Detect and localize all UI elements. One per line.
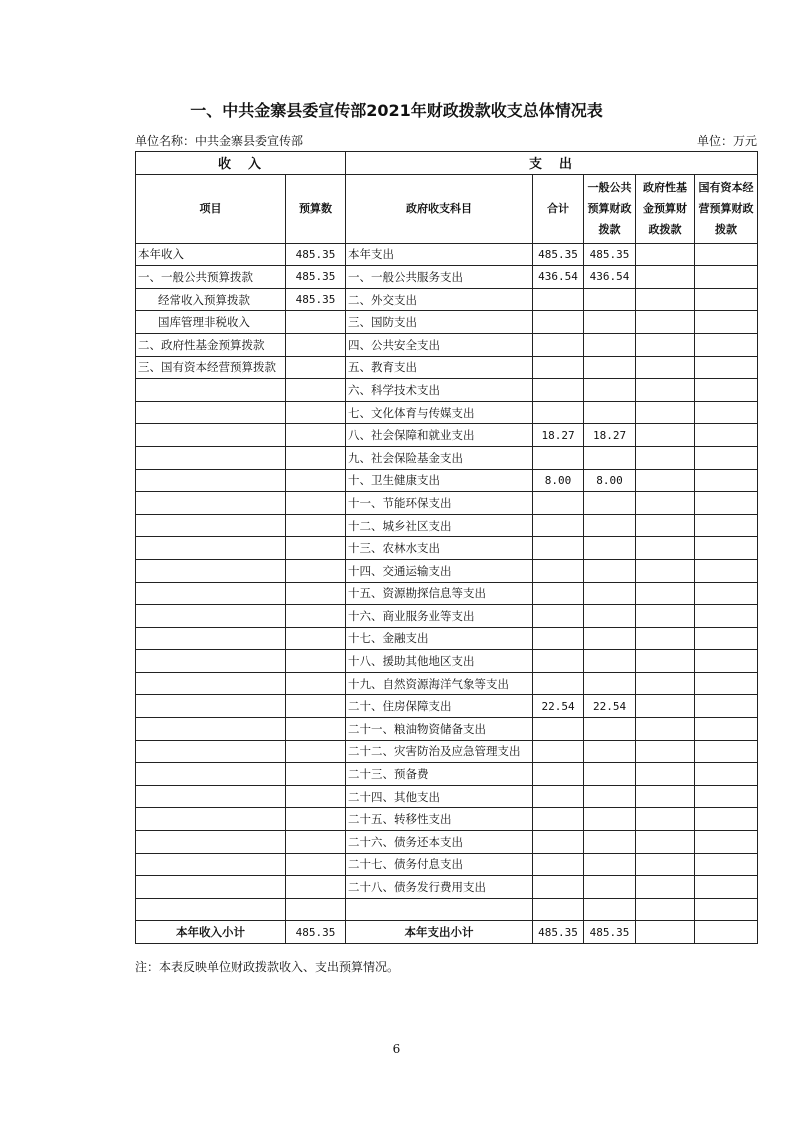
income-budget-cell bbox=[286, 311, 346, 334]
table-row bbox=[136, 718, 758, 741]
expense-fund-cell bbox=[636, 740, 695, 763]
expense-general-cell: 436.54 bbox=[584, 266, 636, 289]
income-item-cell bbox=[136, 763, 286, 786]
expense-fund-cell bbox=[636, 876, 695, 899]
expense-general-cell bbox=[584, 582, 636, 605]
expense-fund-cell bbox=[636, 582, 695, 605]
income-item-cell bbox=[136, 831, 286, 854]
expense-total-cell bbox=[533, 492, 584, 515]
gov-fund-column-header: 政府性基金预算财政拨款 bbox=[636, 174, 695, 243]
expense-general-cell bbox=[584, 537, 636, 560]
expense-total-cell bbox=[533, 333, 584, 356]
income-budget-cell bbox=[286, 898, 346, 921]
income-budget-cell bbox=[286, 446, 346, 469]
expense-general-cell: 18.27 bbox=[584, 424, 636, 447]
table-row bbox=[136, 446, 758, 469]
expense-subject-cell: 十六、商业服务业等支出 bbox=[346, 605, 533, 628]
expense-fund-cell bbox=[636, 401, 695, 424]
expense-state-cell bbox=[695, 695, 758, 718]
income-subtotal-value: 485.35 bbox=[286, 921, 346, 944]
state-capital-column-header: 国有资本经营预算财政拨款 bbox=[695, 174, 758, 243]
expense-state-cell bbox=[695, 537, 758, 560]
expense-state-cell bbox=[695, 311, 758, 334]
table-row bbox=[136, 333, 758, 356]
table-body bbox=[136, 243, 758, 921]
income-item-cell: 二、政府性基金预算拨款 bbox=[136, 333, 286, 356]
income-budget-cell bbox=[286, 785, 346, 808]
income-budget-cell bbox=[286, 605, 346, 628]
income-item-cell: 本年收入 bbox=[136, 243, 286, 266]
table-row bbox=[136, 650, 758, 673]
expense-general-cell bbox=[584, 605, 636, 628]
income-item-cell bbox=[136, 605, 286, 628]
income-budget-cell bbox=[286, 740, 346, 763]
expense-fund-cell bbox=[636, 288, 695, 311]
income-budget-cell bbox=[286, 763, 346, 786]
budget-column-header: 预算数 bbox=[286, 174, 346, 243]
expense-total-cell bbox=[533, 514, 584, 537]
expense-subtotal-general: 485.35 bbox=[584, 921, 636, 944]
income-item-cell bbox=[136, 898, 286, 921]
expense-fund-cell bbox=[636, 831, 695, 854]
income-item-cell bbox=[136, 582, 286, 605]
income-budget-cell: 485.35 bbox=[286, 243, 346, 266]
expense-state-cell bbox=[695, 288, 758, 311]
income-item-cell bbox=[136, 785, 286, 808]
expense-fund-cell bbox=[636, 898, 695, 921]
expense-general-cell bbox=[584, 672, 636, 695]
expense-state-cell bbox=[695, 582, 758, 605]
expense-subject-cell bbox=[346, 898, 533, 921]
expense-subject-cell: 十七、金融支出 bbox=[346, 627, 533, 650]
expense-state-cell bbox=[695, 740, 758, 763]
income-budget-cell: 485.35 bbox=[286, 266, 346, 289]
expense-state-cell bbox=[695, 514, 758, 537]
expense-general-cell bbox=[584, 401, 636, 424]
expense-fund-cell bbox=[636, 514, 695, 537]
expense-state-cell bbox=[695, 650, 758, 673]
table-row bbox=[136, 898, 758, 921]
income-budget-cell bbox=[286, 559, 346, 582]
expense-total-cell bbox=[533, 605, 584, 628]
table-row bbox=[136, 672, 758, 695]
expense-fund-cell bbox=[636, 785, 695, 808]
expense-total-cell: 436.54 bbox=[533, 266, 584, 289]
expense-general-cell bbox=[584, 808, 636, 831]
expense-fund-cell bbox=[636, 605, 695, 628]
income-item-cell bbox=[136, 492, 286, 515]
expense-total-cell: 18.27 bbox=[533, 424, 584, 447]
expense-subject-cell: 五、教育支出 bbox=[346, 356, 533, 379]
expense-total-cell bbox=[533, 740, 584, 763]
expense-general-cell bbox=[584, 876, 636, 899]
table-row bbox=[136, 266, 758, 289]
table-row bbox=[136, 695, 758, 718]
income-budget-cell bbox=[286, 333, 346, 356]
table-row bbox=[136, 469, 758, 492]
expense-general-cell bbox=[584, 288, 636, 311]
income-item-cell: 国库管理非税收入 bbox=[136, 311, 286, 334]
table-row bbox=[136, 627, 758, 650]
expense-state-cell bbox=[695, 898, 758, 921]
expense-subject-cell: 本年支出 bbox=[346, 243, 533, 266]
document-title: 一、中共金寨县委宣传部2021年财政拨款收支总体情况表 bbox=[190, 101, 603, 120]
income-item-cell bbox=[136, 876, 286, 899]
income-item-cell bbox=[136, 514, 286, 537]
income-item-cell: 经常收入预算拨款 bbox=[136, 288, 286, 311]
expense-total-cell: 22.54 bbox=[533, 695, 584, 718]
expense-fund-cell bbox=[636, 808, 695, 831]
expense-subject-cell: 十、卫生健康支出 bbox=[346, 469, 533, 492]
income-item-cell: 一、一般公共预算拨款 bbox=[136, 266, 286, 289]
income-item-cell bbox=[136, 537, 286, 560]
expense-subject-cell: 二十三、预备费 bbox=[346, 763, 533, 786]
income-item-cell bbox=[136, 695, 286, 718]
table-row bbox=[136, 785, 758, 808]
table-row bbox=[136, 288, 758, 311]
income-item-cell bbox=[136, 627, 286, 650]
income-budget-cell bbox=[286, 537, 346, 560]
table-row bbox=[136, 763, 758, 786]
income-item-cell bbox=[136, 740, 286, 763]
income-budget-cell bbox=[286, 627, 346, 650]
expense-general-cell: 485.35 bbox=[584, 243, 636, 266]
expense-subject-cell: 二十七、债务付息支出 bbox=[346, 853, 533, 876]
expense-total-cell bbox=[533, 537, 584, 560]
expense-total-cell bbox=[533, 446, 584, 469]
expense-general-cell bbox=[584, 627, 636, 650]
expense-fund-cell bbox=[636, 853, 695, 876]
expense-fund-cell bbox=[636, 763, 695, 786]
expense-subject-cell: 三、国防支出 bbox=[346, 311, 533, 334]
income-budget-cell bbox=[286, 401, 346, 424]
income-budget-cell bbox=[286, 424, 346, 447]
table-row bbox=[136, 379, 758, 402]
expense-subject-cell: 八、社会保障和就业支出 bbox=[346, 424, 533, 447]
expense-state-cell bbox=[695, 333, 758, 356]
page-number: 6 bbox=[392, 1042, 401, 1056]
expense-total-cell bbox=[533, 559, 584, 582]
expense-total-cell bbox=[533, 785, 584, 808]
expense-subtotal-label: 本年支出小计 bbox=[346, 921, 533, 944]
income-budget-cell bbox=[286, 379, 346, 402]
expense-fund-cell bbox=[636, 446, 695, 469]
table-row bbox=[136, 740, 758, 763]
item-column-header: 项目 bbox=[136, 174, 286, 243]
expense-fund-cell bbox=[636, 266, 695, 289]
expense-subject-cell: 九、社会保险基金支出 bbox=[346, 446, 533, 469]
expense-subtotal-total: 485.35 bbox=[533, 921, 584, 944]
income-subtotal-label: 本年收入小计 bbox=[136, 921, 286, 944]
column-header-row bbox=[136, 174, 758, 243]
expense-general-cell: 22.54 bbox=[584, 695, 636, 718]
expense-state-cell bbox=[695, 808, 758, 831]
expense-general-cell bbox=[584, 356, 636, 379]
expense-state-cell bbox=[695, 831, 758, 854]
expense-total-cell bbox=[533, 401, 584, 424]
expense-subject-cell: 十五、资源勘探信息等支出 bbox=[346, 582, 533, 605]
expense-fund-cell bbox=[636, 424, 695, 447]
income-section-header: 收 入 bbox=[136, 152, 346, 175]
expense-subject-cell: 十二、城乡社区支出 bbox=[346, 514, 533, 537]
table-row bbox=[136, 808, 758, 831]
expense-state-cell bbox=[695, 243, 758, 266]
expense-subject-cell: 二十六、债务还本支出 bbox=[346, 831, 533, 854]
expense-general-cell bbox=[584, 763, 636, 786]
expense-total-cell: 485.35 bbox=[533, 243, 584, 266]
expense-subject-cell: 四、公共安全支出 bbox=[346, 333, 533, 356]
section-header-row bbox=[136, 152, 758, 175]
expense-state-cell bbox=[695, 401, 758, 424]
expense-total-cell bbox=[533, 808, 584, 831]
expense-subject-cell: 二十五、转移性支出 bbox=[346, 808, 533, 831]
table-row bbox=[136, 876, 758, 899]
expense-state-cell bbox=[695, 356, 758, 379]
expense-state-cell bbox=[695, 672, 758, 695]
expense-fund-cell bbox=[636, 243, 695, 266]
income-budget-cell bbox=[286, 831, 346, 854]
income-budget-cell bbox=[286, 876, 346, 899]
expense-subtotal-fund bbox=[636, 921, 695, 944]
expense-subject-cell: 十八、援助其他地区支出 bbox=[346, 650, 533, 673]
income-budget-cell bbox=[286, 650, 346, 673]
expense-fund-cell bbox=[636, 537, 695, 560]
expense-total-cell bbox=[533, 718, 584, 741]
expense-fund-cell bbox=[636, 469, 695, 492]
expense-total-cell bbox=[533, 763, 584, 786]
expense-subject-cell: 二十、住房保障支出 bbox=[346, 695, 533, 718]
table-note: 注：本表反映单位财政拨款收入、支出预算情况。 bbox=[135, 960, 400, 974]
expense-fund-cell bbox=[636, 492, 695, 515]
expense-fund-cell bbox=[636, 627, 695, 650]
expense-fund-cell bbox=[636, 672, 695, 695]
income-item-cell bbox=[136, 424, 286, 447]
expense-total-cell: 8.00 bbox=[533, 469, 584, 492]
expense-general-cell bbox=[584, 492, 636, 515]
income-budget-cell bbox=[286, 808, 346, 831]
income-budget-cell bbox=[286, 582, 346, 605]
expense-subject-cell: 十三、农林水支出 bbox=[346, 537, 533, 560]
expense-fund-cell bbox=[636, 559, 695, 582]
expense-fund-cell bbox=[636, 695, 695, 718]
expense-total-cell bbox=[533, 898, 584, 921]
expense-subject-cell: 一、一般公共服务支出 bbox=[346, 266, 533, 289]
expense-general-cell bbox=[584, 740, 636, 763]
subject-column-header: 政府收支科目 bbox=[346, 174, 533, 243]
table-row bbox=[136, 514, 758, 537]
expense-general-cell bbox=[584, 311, 636, 334]
subtotal-row bbox=[136, 921, 758, 944]
currency-unit-label: 单位：万元 bbox=[696, 134, 757, 148]
income-item-cell bbox=[136, 672, 286, 695]
expense-state-cell bbox=[695, 763, 758, 786]
income-budget-cell bbox=[286, 514, 346, 537]
expense-fund-cell bbox=[636, 356, 695, 379]
expense-subject-cell: 十四、交通运输支出 bbox=[346, 559, 533, 582]
income-item-cell bbox=[136, 559, 286, 582]
expense-total-cell bbox=[533, 311, 584, 334]
expense-subject-cell: 二十四、其他支出 bbox=[346, 785, 533, 808]
income-item-cell bbox=[136, 379, 286, 402]
income-item-cell bbox=[136, 853, 286, 876]
unit-name-label: 单位名称：中共金寨县委宣传部 bbox=[135, 134, 304, 148]
expense-fund-cell bbox=[636, 718, 695, 741]
budget-summary-table bbox=[135, 151, 758, 944]
income-budget-cell bbox=[286, 672, 346, 695]
expense-state-cell bbox=[695, 446, 758, 469]
expense-total-cell bbox=[533, 853, 584, 876]
expense-state-cell bbox=[695, 605, 758, 628]
expense-general-cell bbox=[584, 379, 636, 402]
expense-total-cell bbox=[533, 876, 584, 899]
table-row bbox=[136, 831, 758, 854]
income-item-cell bbox=[136, 401, 286, 424]
expense-state-cell bbox=[695, 379, 758, 402]
table-row bbox=[136, 401, 758, 424]
expense-state-cell bbox=[695, 559, 758, 582]
expense-subject-cell: 二、外交支出 bbox=[346, 288, 533, 311]
expense-general-cell bbox=[584, 853, 636, 876]
expense-subject-cell: 十九、自然资源海洋气象等支出 bbox=[346, 672, 533, 695]
table-row bbox=[136, 356, 758, 379]
table-row bbox=[136, 853, 758, 876]
table-row bbox=[136, 424, 758, 447]
expense-subject-cell: 二十八、债务发行费用支出 bbox=[346, 876, 533, 899]
income-budget-cell bbox=[286, 492, 346, 515]
expense-subject-cell: 七、文化体育与传媒支出 bbox=[346, 401, 533, 424]
expense-state-cell bbox=[695, 876, 758, 899]
income-budget-cell bbox=[286, 356, 346, 379]
expense-total-cell bbox=[533, 379, 584, 402]
expense-state-cell bbox=[695, 853, 758, 876]
expense-subject-cell: 二十二、灾害防治及应急管理支出 bbox=[346, 740, 533, 763]
expense-total-cell bbox=[533, 627, 584, 650]
general-budget-column-header: 一般公共预算财政拨款 bbox=[584, 174, 636, 243]
income-item-cell bbox=[136, 718, 286, 741]
expense-subject-cell: 十一、节能环保支出 bbox=[346, 492, 533, 515]
income-item-cell: 三、国有资本经营预算拨款 bbox=[136, 356, 286, 379]
expense-state-cell bbox=[695, 424, 758, 447]
expense-state-cell bbox=[695, 627, 758, 650]
expense-state-cell bbox=[695, 469, 758, 492]
income-item-cell bbox=[136, 446, 286, 469]
expense-total-cell bbox=[533, 650, 584, 673]
expense-general-cell bbox=[584, 831, 636, 854]
table-row bbox=[136, 605, 758, 628]
expense-general-cell bbox=[584, 898, 636, 921]
expense-fund-cell bbox=[636, 379, 695, 402]
expense-fund-cell bbox=[636, 650, 695, 673]
expense-general-cell bbox=[584, 650, 636, 673]
expense-general-cell bbox=[584, 718, 636, 741]
income-item-cell bbox=[136, 808, 286, 831]
expense-total-cell bbox=[533, 831, 584, 854]
income-budget-cell bbox=[286, 469, 346, 492]
expense-general-cell: 8.00 bbox=[584, 469, 636, 492]
total-column-header: 合计 bbox=[533, 174, 584, 243]
expense-total-cell bbox=[533, 582, 584, 605]
income-item-cell bbox=[136, 650, 286, 673]
expense-general-cell bbox=[584, 446, 636, 469]
table-row bbox=[136, 243, 758, 266]
income-budget-cell bbox=[286, 695, 346, 718]
expense-fund-cell bbox=[636, 311, 695, 334]
expense-general-cell bbox=[584, 785, 636, 808]
table-row bbox=[136, 311, 758, 334]
table-row bbox=[136, 559, 758, 582]
income-item-cell bbox=[136, 469, 286, 492]
income-budget-cell: 485.35 bbox=[286, 288, 346, 311]
expense-state-cell bbox=[695, 785, 758, 808]
expense-total-cell bbox=[533, 356, 584, 379]
expense-subject-cell: 六、科学技术支出 bbox=[346, 379, 533, 402]
expense-total-cell bbox=[533, 288, 584, 311]
expense-subject-cell: 二十一、粮油物资储备支出 bbox=[346, 718, 533, 741]
income-budget-cell bbox=[286, 718, 346, 741]
expense-section-header: 支 出 bbox=[346, 152, 758, 175]
expense-fund-cell bbox=[636, 333, 695, 356]
expense-subtotal-state bbox=[695, 921, 758, 944]
table-row bbox=[136, 492, 758, 515]
expense-total-cell bbox=[533, 672, 584, 695]
table-row bbox=[136, 582, 758, 605]
expense-state-cell bbox=[695, 718, 758, 741]
expense-state-cell bbox=[695, 266, 758, 289]
expense-general-cell bbox=[584, 514, 636, 537]
expense-general-cell bbox=[584, 559, 636, 582]
table-row bbox=[136, 537, 758, 560]
expense-general-cell bbox=[584, 333, 636, 356]
expense-state-cell bbox=[695, 492, 758, 515]
income-budget-cell bbox=[286, 853, 346, 876]
